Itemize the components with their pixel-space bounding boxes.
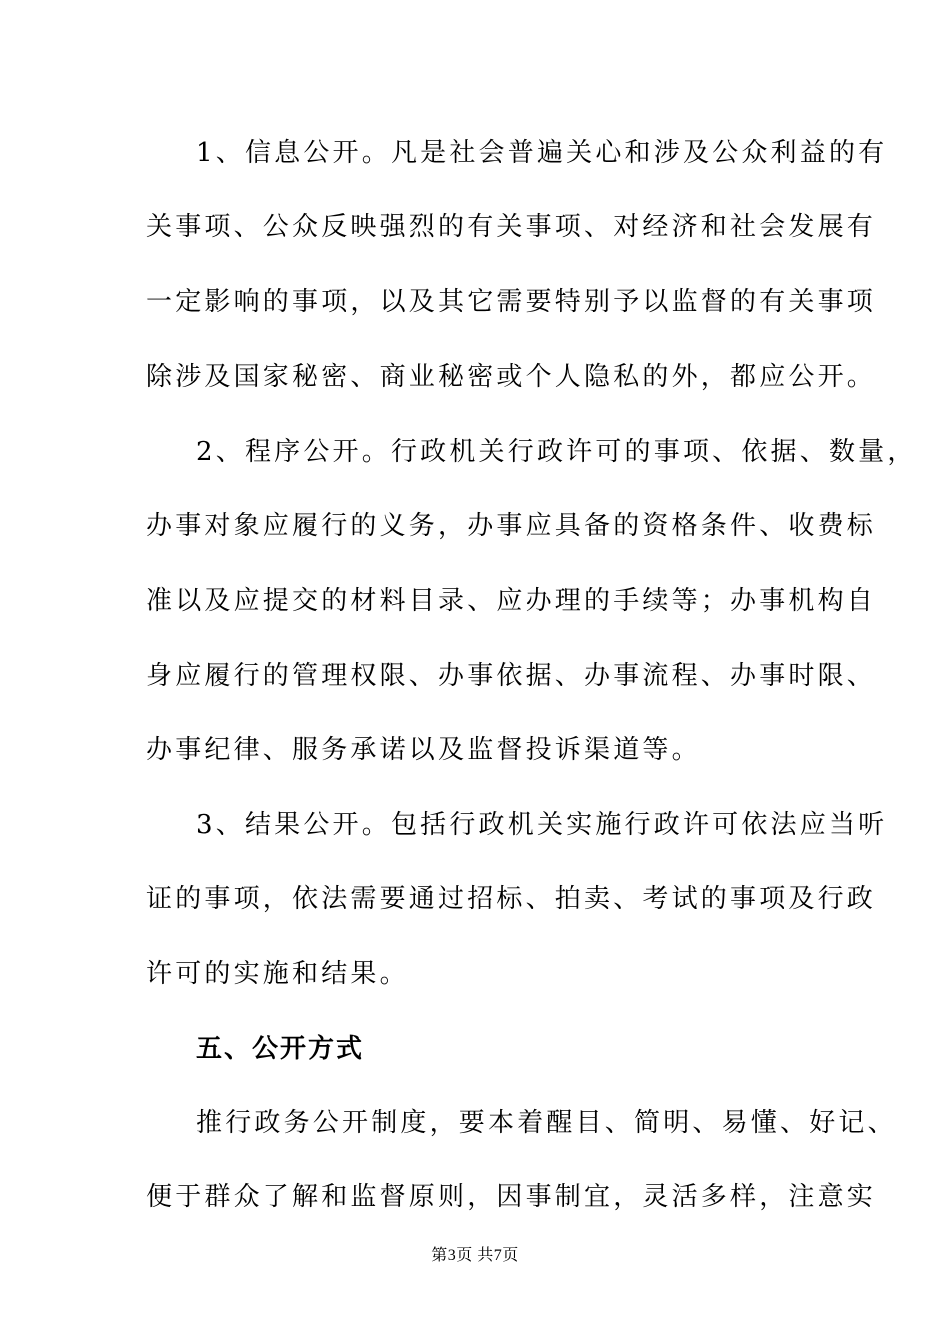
paragraph-line: 证的事项，依法需要通过招标、拍卖、考试的事项及行政 [146,884,877,914]
paragraph-line: 许可的实施和结果。 [146,959,409,989]
paragraph-line: 推行政务公开制度，要本着醒目、简明、易懂、好记、 [196,1108,897,1138]
paragraph-line: 除涉及国家秘密、商业秘密或个人隐私的外，都应公开。 [146,362,877,392]
section-heading: 五、公开方式 [196,1034,365,1064]
paragraph-line: 2、程序公开。行政机关行政许可的事项、依据、数量， [196,437,917,467]
paragraph-line: 办事对象应履行的义务，办事应具备的资格条件、收费标 [146,511,877,541]
paragraph-line: 3、结果公开。包括行政机关实施行政许可依法应当听 [196,810,888,840]
paragraph-line: 一定影响的事项，以及其它需要特别予以监督的有关事项 [146,287,877,317]
page-footer: 第3页 共7页 [431,1247,519,1264]
paragraph-line: 身应履行的管理权限、办事依据、办事流程、办事时限、 [146,661,877,691]
paragraph-line: 1、信息公开。凡是社会普遍关心和涉及公众利益的有 [196,138,888,168]
paragraph-line: 准以及应提交的材料目录、应办理的手续等；办事机构自 [146,586,877,616]
paragraph-line: 办事纪律、服务承诺以及监督投诉渠道等。 [146,735,701,765]
paragraph-line: 关事项、公众反映强烈的有关事项、对经济和社会发展有 [146,212,877,242]
paragraph-line: 便于群众了解和监督原则，因事制宜，灵活多样，注意实 [146,1182,877,1212]
